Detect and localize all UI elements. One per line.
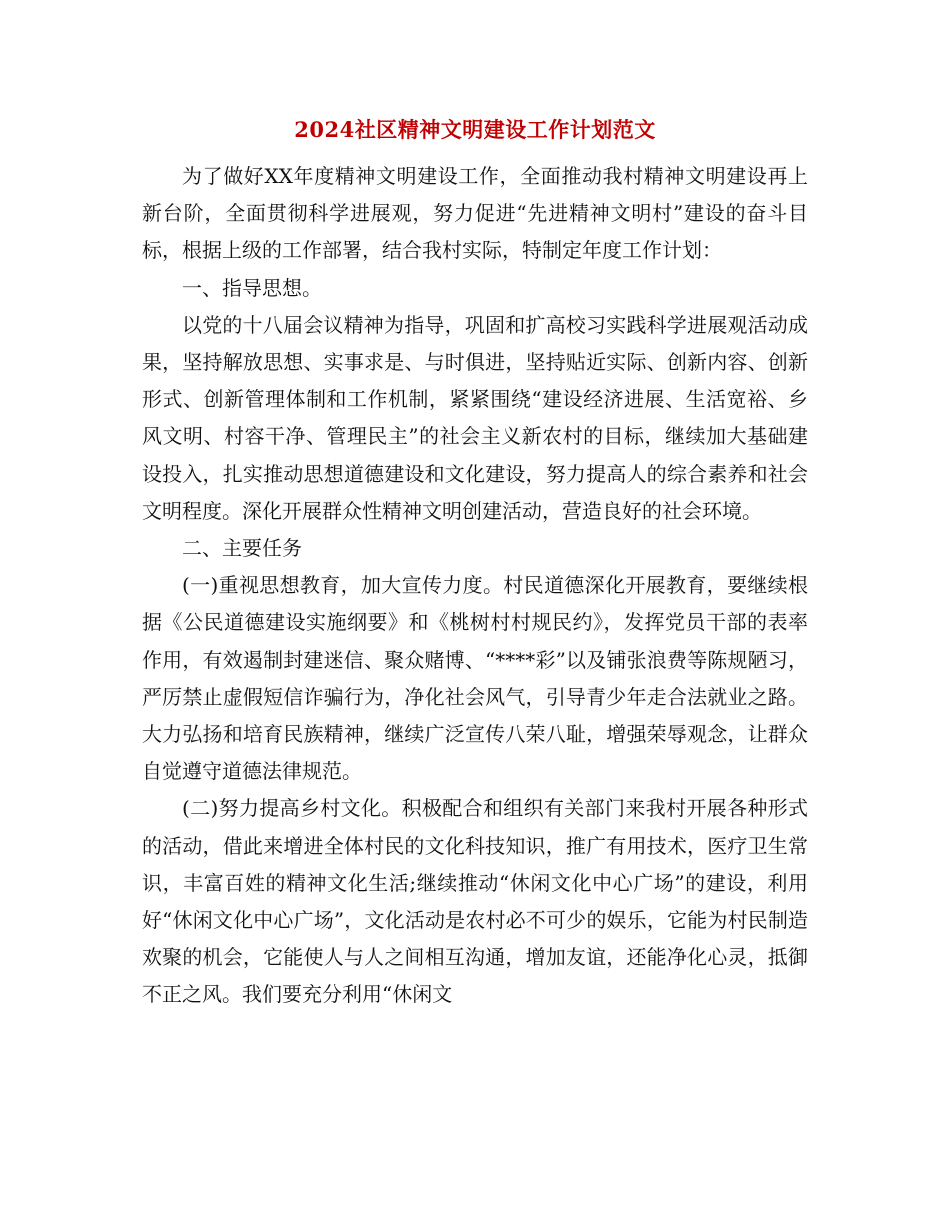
heading-guiding-thought: 一、指导思想。 [182, 275, 322, 300]
document-title: 2024社区精神文明建设工作计划范文 [294, 117, 656, 142]
heading-main-tasks: 二、主要任务 [182, 536, 302, 561]
paragraph-guiding-thought: 以党的十八届会议精神为指导，巩固和扩高校习实践科学进展观活动成果，坚持解放思想、实事求是、与时俱进，坚持贴近实际、创新内容、创新形式、创新管理体制和工作机制，紧紧围绕“建设经济进展、生活宽裕、乡风文明、村容干净、管理民主”的社会主义新农村的目标，继续加大基础建设投入，扎实推动思想道德建设和文化建设，努力提高人的综合素养和社会文明程度。深化开展群众性精神文明创建活动，营造良好的社会环境。 [142, 312, 808, 523]
paragraph-task-1: (一)重视思想教育，加大宣传力度。村民道德深化开展教育，要继续根据《公民道德建设实施纲要》和《桃树村村规民约》，发挥党员干部的表率作用，有效遏制封建迷信、聚众赌博、“****彩”以及铺张浪费等陈规陋习，严厉禁止虚假短信诈骗行为，净化社会风气，引导青少年走合法就业之路。大力弘扬和培育民族精神，继续广泛宣传八荣八耻，增强荣辱观念，让群众自觉遵守道德法律规范。 [142, 573, 808, 784]
paragraph-task-2: (二)努力提高乡村文化。积极配合和组织有关部门来我村开展各种形式的活动，借此来增进全体村民的文化科技知识，推广有用技术，医疗卫生常识，丰富百姓的精神文化生活;继续推动“休闲文化中心广场”的建设，利用好“休闲文化中心广场”，文化活动是农村必不可少的娱乐，它能为村民制造欢聚的机会，它能使人与人之间相互沟通，增加友谊，还能净化心灵，抵御不正之风。我们要充分利用“休闲文 [142, 796, 808, 1007]
paragraph-intro: 为了做好XX年度精神文明建设工作，全面推动我村精神文明建设再上新台阶，全面贯彻科学进展观，努力促进“先进精神文明村”建设的奋斗目标，根据上级的工作部署，结合我村实际，特制定年度工作计划： [142, 164, 808, 263]
document-body [142, 158, 808, 1014]
